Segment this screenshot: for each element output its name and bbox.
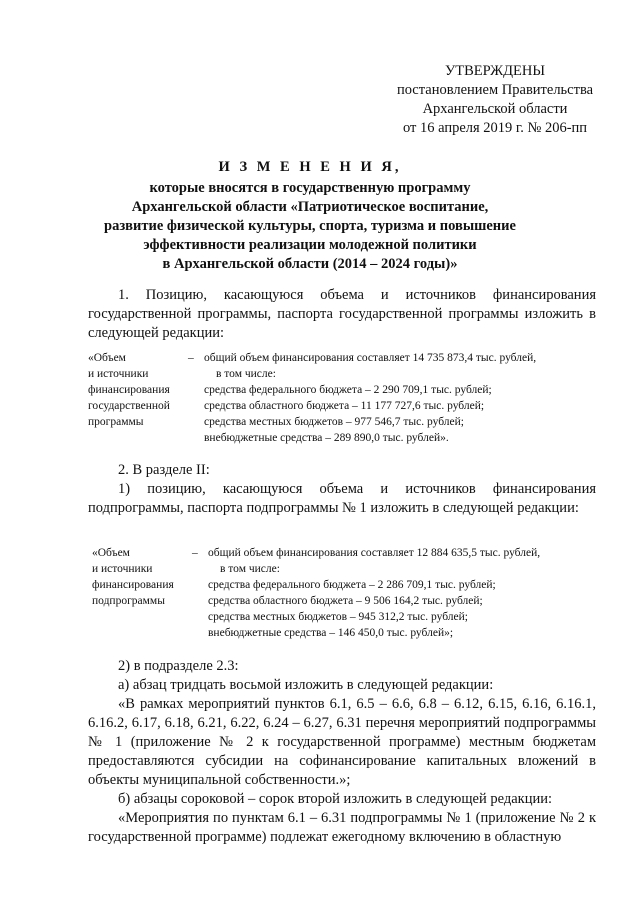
section-2-item-b: б) абзацы сороковой – сорок второй изложить в следующей редакции: [118,791,553,807]
title-line: Архангельской области «Патриотическое воспитание, [131,199,489,215]
financing-table-2 [92,545,612,645]
approval-line: УТВЕРЖДЕНЫ [444,63,546,79]
table-label [92,545,202,609]
value-line: средства местных бюджетов – 945 312,2 тыс. рублей; [208,611,468,623]
label-line: «Объем [92,547,130,559]
approval-stamp [380,62,610,138]
label-line: финансирования [92,579,174,591]
value-line: средства федерального бюджета – 2 290 709,1 тыс. рублей; [204,384,492,396]
financing-table-1 [88,350,608,450]
label-line: и источники [92,563,153,575]
approval-line: Архангельской области [422,101,568,117]
value-line: средства федерального бюджета – 2 286 709,1 тыс. рублей; [208,579,496,591]
quote-a: «В рамках мероприятий пунктов 6.1, 6.5 – 6.6, 6.8 – 6.12, 6.15, 6.16, 6.16.1, 6.16.2, 6.17, 6.18, 6.21, 6.22, 6.24 – 6.27, 6.31 перечня мероприятий подпрограммы № 1 (приложение № 2 к государственной программе) местным бюджетам предоставляются субсидии на софинансирование капитальных вложений в объекты муниципальной собственности.»; [88,696,596,788]
value-line: общий объем финансирования составляет 14 735 873,4 тыс. рублей, [204,352,537,364]
table-dash: – [188,352,194,364]
approval-line: от 16 апреля 2019 г. № 206-пп [402,120,588,136]
title-line: которые вносятся в государственную программу [149,180,471,196]
value-line: в том числе: [220,563,280,575]
title-heading: И З М Е Н Е Н И Я, [218,159,402,175]
section-2-item-a: а) абзац тридцать восьмой изложить в следующей редакции: [118,677,494,693]
label-line: и источники [88,368,149,380]
section-1-text: 1. Позицию, касающуюся объема и источников финансирования государственной программы, паспорта государственной программы изложить в следующей редакции: [88,287,596,341]
value-line: средства областного бюджета – 9 506 164,2 тыс. рублей; [208,595,483,607]
label-line: «Объем [88,352,126,364]
table-dash: – [192,547,198,559]
value-line: общий объем финансирования составляет 12 884 635,5 тыс. рублей, [208,547,541,559]
table-label [88,350,198,430]
title-line: развитие физической культуры, спорта, туризма и повышение [104,218,516,234]
approval-line: постановлением Правительства [396,82,594,98]
value-line: средства областного бюджета – 11 177 727,6 тыс. рублей; [204,400,485,412]
value-line: в том числе: [216,368,276,380]
document-title [80,158,540,274]
value-line: внебюджетные средства – 146 450,0 тыс. рублей»; [208,627,454,639]
section-2-item-1: 1) позицию, касающуюся объема и источников финансирования подпрограммы, паспорта подпрограммы № 1 изложить в следующей редакции: [88,481,596,516]
section-2-item-2: 2) в подразделе 2.3: [118,658,239,674]
label-line: государственной [88,400,170,412]
label-line: финансирования [88,384,170,396]
label-line: подпрограммы [92,595,165,607]
title-line: эффективности реализации молодежной политики [143,237,477,253]
table-value [204,350,604,446]
label-line: программы [88,416,144,428]
value-line: внебюджетные средства – 289 890,0 тыс. рублей». [204,432,449,444]
section-2-heading: 2. В разделе II: [118,462,210,478]
quote-b: «Мероприятия по пунктам 6.1 – 6.31 подпрограммы № 1 (приложение № 2 к государственной программе) подлежат ежегодному включению в областную [88,810,596,845]
value-line: средства местных бюджетов – 977 546,7 тыс. рублей; [204,416,464,428]
table-value [208,545,608,641]
title-line: в Архангельской области (2014 – 2024 годы)» [162,256,458,272]
